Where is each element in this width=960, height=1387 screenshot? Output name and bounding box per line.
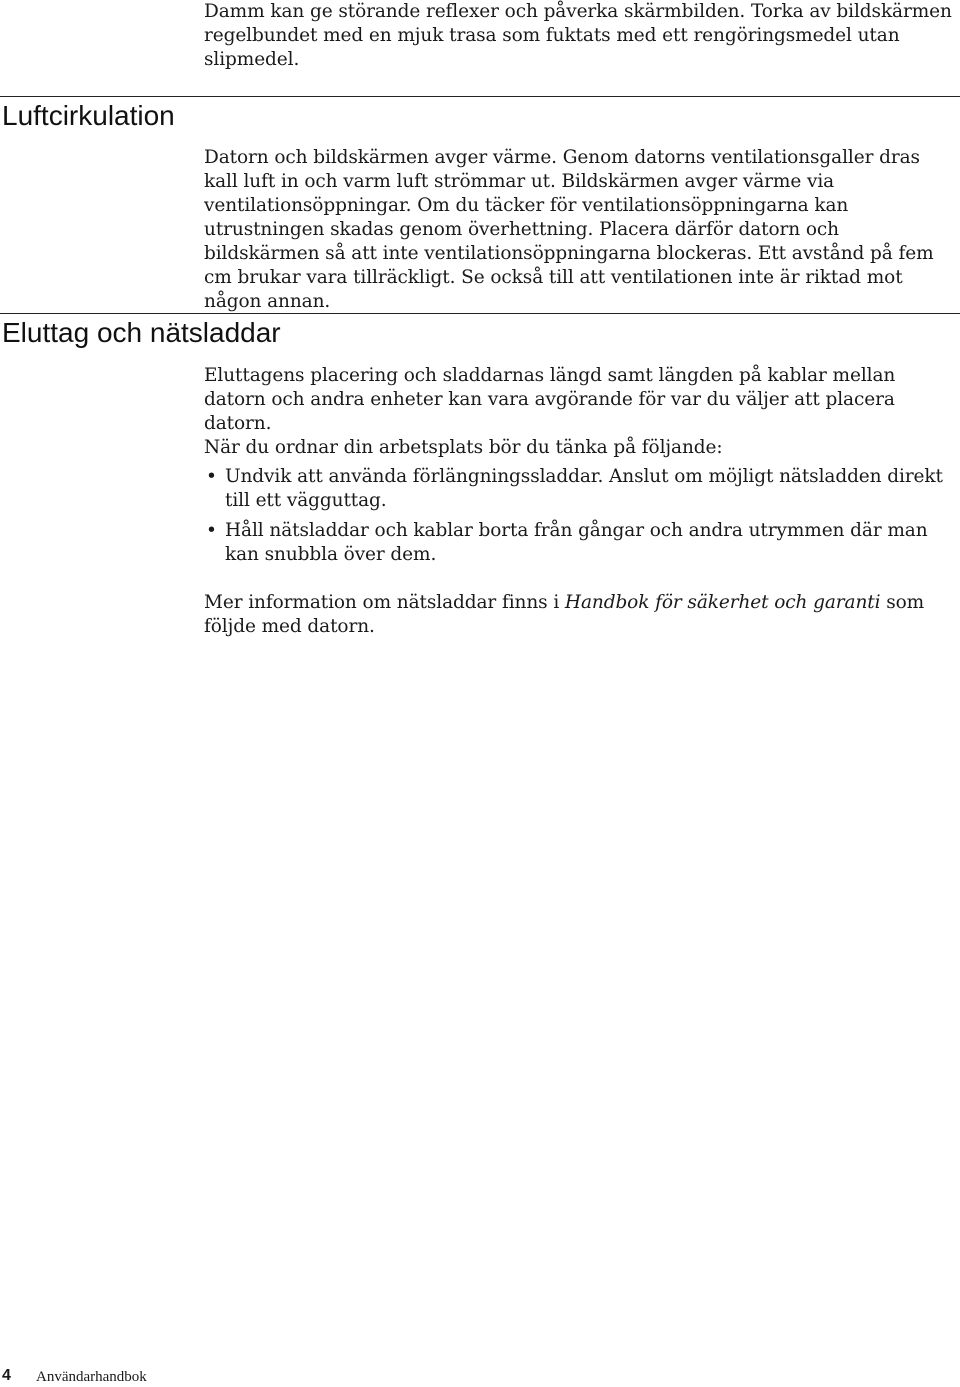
closing-text-after: som följde med datorn. <box>204 592 925 637</box>
intro-paragraph: Damm kan ge störande reflexer och påverka skärmbilden. Torka av bildskärmen regelbundet med en mjuk trasa som fuktats med ett rengöringsmedel utan slipmedel. <box>204 1 952 70</box>
book-title: Användarhandbok <box>36 1369 147 1385</box>
section-heading-luftcirkulation: Luftcirkulation <box>2 100 175 131</box>
section-divider <box>0 96 960 97</box>
closing-text-before: Mer information om nätsladdar finns i <box>204 592 565 613</box>
luftcirkulation-paragraph: Datorn och bildskärmen avger värme. Genom datorns ventilationsgaller dras kall luft in och varm luft strömmar ut. Bildskärmen avger värme via ventilationsöppningar. Om du täcker för ventilationsöppningarna kan utrustningen skadas genom överhettning. Placera därför datorn och bildskärmen så att inte ventilationsöppningarna blockeras. Ett avstånd på fem cm brukar vara tillräckligt. Se också till att ventilationen inte är riktad mot någon annan. <box>204 147 934 312</box>
checklist <box>204 465 954 573</box>
bullet-icon: • <box>206 520 217 541</box>
closing-paragraph <box>204 591 954 639</box>
list-item-text: Håll nätsladdar och kablar borta från gångar och andra utrymmen där man kan snubbla över dem. <box>225 520 928 565</box>
bullet-icon: • <box>206 466 217 487</box>
list-item <box>204 465 954 513</box>
eluttag-paragraph: Eluttagens placering och sladdarnas längd samt längden på kablar mellan datorn och andra enheter kan vara avgörande för var du väljer att placera datorn. <box>204 365 896 434</box>
section-divider <box>0 313 960 314</box>
book-reference: Handbok för säkerhet och garanti <box>564 592 881 613</box>
checklist-intro: När du ordnar din arbetsplats bör du tänka på följande: <box>204 437 723 458</box>
section-heading-eluttag: Eluttag och nätsladdar <box>2 317 281 348</box>
list-item <box>204 519 954 567</box>
list-item-text: Undvik att använda förlängningssladdar. Anslut om möjligt nätsladden direkt till ett vägguttag. <box>225 466 943 511</box>
page-number: 4 <box>2 1367 11 1384</box>
